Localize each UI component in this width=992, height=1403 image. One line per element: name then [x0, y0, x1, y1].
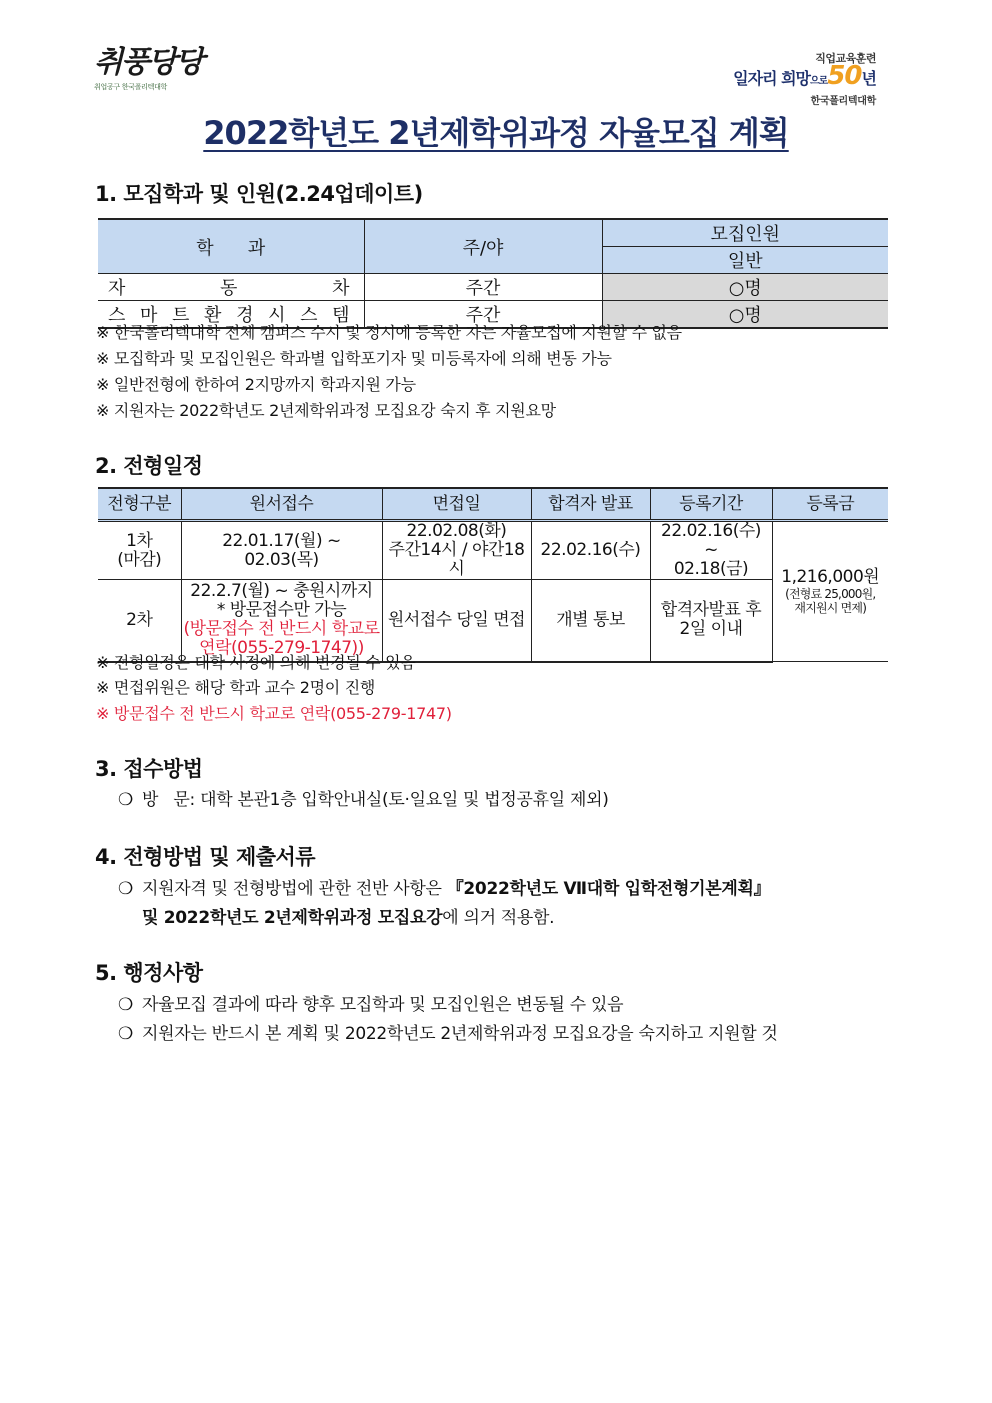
dept-cell — [98, 274, 364, 301]
row1-register: 22.02.16(수) ~ 02.18(금) — [650, 521, 772, 580]
day-night-cell: 주간 — [364, 274, 602, 301]
circle-bullet-icon: ❍ — [118, 879, 133, 899]
th-type: 전형구분 — [98, 488, 181, 521]
section3-heading: 3. 접수방법 — [95, 757, 203, 781]
logo-right-line2: 일자리 희망으로50년 — [733, 61, 876, 91]
section3-item: ❍ 방 문: 대학 본관1층 입학안내실(토·일요일 및 법정공휴일 제외) — [118, 790, 609, 810]
note-red: ※ 방문접수 전 반드시 학교로 연락(055-279-1747) — [96, 704, 452, 723]
dept-char: 자 — [108, 278, 126, 299]
row2-type: 2차 — [98, 580, 181, 662]
row1-interview: 22.02.08(화) 주간14시 / 야간18시 — [382, 521, 531, 580]
section4-line1: ❍ 지원자격 및 전형방법에 관한 전반 사항은 『2022학년도 Ⅶ대학 입학전형기본계획』 — [118, 879, 771, 899]
th-register: 등록기간 — [650, 488, 772, 521]
row2-apply: 22.2.7(월) ~ 충원시까지 * 방문접수만 가능 (방문접수 전 반드시 학교로 연락(055-279-1747)) — [181, 580, 382, 662]
note-6: ※ 면접위원은 해당 학과 교수 2명이 진행 — [96, 678, 376, 697]
th-announce: 합격자 발표 — [531, 488, 650, 521]
dept-char: 시 — [268, 305, 286, 326]
section1-heading: 1. 모집학과 및 인원(2.24업데이트) — [95, 182, 423, 206]
fee-cell — [772, 521, 888, 662]
logo-left — [94, 45, 204, 98]
row2-interview: 원서접수 당일 면접 — [382, 580, 531, 662]
dept-char: 템 — [332, 305, 350, 326]
col-day-night: 주/야 — [364, 219, 602, 274]
logo-right — [706, 50, 876, 107]
note-3: ※ 일반전형에 한하여 2지망까지 학과지원 가능 — [96, 375, 416, 394]
logo-left-script: 취풍당당 — [94, 45, 202, 80]
logo-left-subtitle: 취업공구 한국폴리텍대학 — [94, 83, 168, 91]
section5-heading: 5. 행정사항 — [95, 961, 203, 985]
col-dept: 학 과 — [98, 219, 364, 274]
fee-amount: 1,216,000원 — [781, 567, 880, 587]
count-cell: ○명 — [602, 274, 888, 301]
count-cell: ○명 — [602, 301, 888, 329]
th-fee: 등록금 — [772, 488, 888, 521]
fifty-mark: 50 — [827, 61, 862, 91]
dept-char: 스 — [108, 305, 126, 326]
row1-apply: 22.01.17(월) ~ 02.03(목) — [181, 521, 382, 580]
row2-register: 합격자발표 후 2일 이내 — [650, 580, 772, 662]
dept-char: 동 — [220, 278, 238, 299]
section5-item-1: ❍ 자율모집 결과에 따라 향후 모집학과 및 모집인원은 변동될 수 있음 — [118, 995, 624, 1015]
col-general: 일반 — [602, 247, 888, 274]
logo-right-line1: 직업교육훈련 — [815, 52, 876, 65]
dept-name-automobile — [98, 274, 364, 300]
section4-heading: 4. 전형방법 및 제출서류 — [95, 845, 316, 869]
circle-bullet-icon: ❍ — [118, 995, 133, 1015]
section4-line2: 및 2022학년도 2년제학위과정 모집요강에 의거 적용함. — [142, 908, 555, 928]
fee-note: (전형료 25,000원, 재지원시 면제) — [785, 587, 876, 615]
section2-heading: 2. 전형일정 — [95, 454, 203, 478]
recruit-table — [98, 218, 888, 329]
dept-char: 스 — [300, 305, 318, 326]
note-4: ※ 지원자는 2022학년도 2년제학위과정 모집요강 숙지 후 지원요망 — [96, 401, 556, 420]
note-2: ※ 모집학과 및 모집인원은 학과별 입학포기자 및 미등록자에 의해 변동 가능 — [96, 349, 612, 368]
circle-bullet-icon: ❍ — [118, 1024, 133, 1044]
dept-char: 트 — [172, 305, 190, 326]
th-interview: 면접일 — [382, 488, 531, 521]
dept-char: 마 — [140, 305, 158, 326]
day-night-cell: 주간 — [364, 301, 602, 329]
circle-bullet-icon: ❍ — [118, 790, 133, 810]
schedule-table — [98, 487, 888, 663]
section5-item-2: ❍ 지원자는 반드시 본 계획 및 2022학년도 2년제학위과정 모집요강을 숙지하고 지원할 것 — [118, 1024, 778, 1044]
dept-char: 경 — [236, 305, 254, 326]
row1-announce: 22.02.16(수) — [531, 521, 650, 580]
logo-right-line3: 한국폴리텍대학 — [810, 96, 876, 107]
row2-announce: 개별 통보 — [531, 580, 650, 662]
page-title: 2022학년도 2년제학위과정 자율모집 계획 — [203, 114, 789, 152]
note-1: ※ 한국폴리텍대학 전체 캠퍼스 수시 및 정시에 등록한 자는 자율모집에 지원할 수 없음 — [96, 323, 682, 342]
col-recruit: 모집인원 — [602, 219, 888, 247]
th-apply: 원서접수 — [181, 488, 382, 521]
row1-type: 1차 (마감) — [98, 521, 181, 580]
note-5: ※ 전형일정은 대학 사정에 의해 변경될 수 있음 — [96, 653, 416, 672]
dept-char: 차 — [332, 278, 350, 299]
dept-char: 환 — [204, 305, 222, 326]
